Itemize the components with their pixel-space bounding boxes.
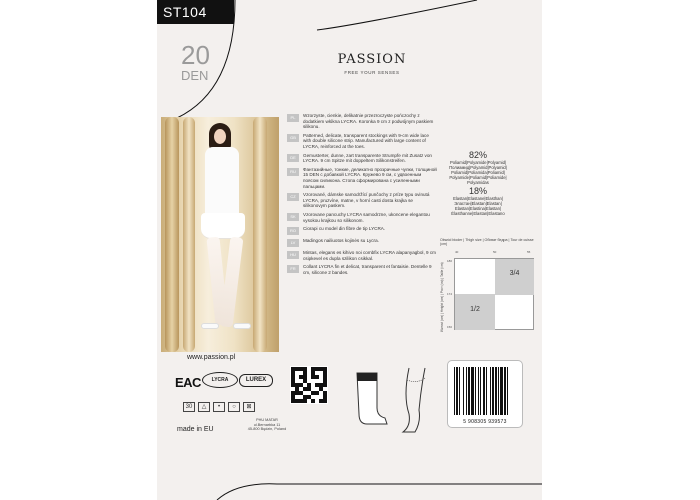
description-item <box>287 167 437 189</box>
description-text: Vzorované, dámske samodržící punčochy z príze typu ovinutá LYCRA, pruzvíne, matne, v horní casti dosta krajka se silikonovym paskem. <box>303 192 430 209</box>
description-item <box>287 226 437 235</box>
description-text: Ciorapi cu model din fibre de tip LYCRA. <box>303 226 386 232</box>
care-symbols <box>183 402 255 412</box>
description-list <box>287 113 437 278</box>
barcode-bars <box>454 367 518 415</box>
description-text: Wzorzyste, cienkie, delikatnie przezroczyste pończochy z dodatkiem włókna LYCRA. Koronka 9 cm z podwójnym paskiem silikonu. <box>303 113 434 130</box>
lang-badge: LV <box>287 239 299 247</box>
barcode-label <box>447 360 523 428</box>
description-text: Collant LYCRA fin et delicat, transparent et fantaisie. Dentelle 9 cm, silicone 2 bandes. <box>303 264 432 275</box>
lang-badge: HU <box>287 251 299 259</box>
eac-logo: EAC <box>175 375 201 390</box>
manufacturer-address <box>237 418 297 432</box>
product-code: ST104 <box>157 0 234 24</box>
description-text: Madingos nailiuotos kojinės su Lycra. <box>303 238 379 244</box>
size-y-tick: 150 <box>447 325 453 329</box>
description-item <box>287 264 437 275</box>
lycra-logo: LYCRA <box>202 372 238 388</box>
model-blouse <box>205 147 239 217</box>
wash-30-icon: 30 <box>183 402 195 412</box>
lang-badge: DE <box>287 154 299 162</box>
model-photo <box>161 117 279 352</box>
barcode-number: 5 908305 939573 <box>463 419 507 425</box>
composition-material: Elastan|Elastane|Elasthan| Эластан|Elastan|Elastan| Elastan|Elastina|Elastan| Élasthanne|Elastan|Elastano <box>451 196 505 216</box>
description-item <box>287 250 437 261</box>
iron-low-icon: • <box>213 402 225 412</box>
lang-badge: CZ <box>287 193 299 201</box>
brand-logo: PASSION <box>337 52 407 67</box>
model-shoe-right <box>233 323 251 329</box>
stocking-icon <box>347 368 392 428</box>
model-face <box>214 129 226 144</box>
den-value: 20 <box>181 40 210 70</box>
description-text: Vzorovane pancuchy LYCRA samodrzne, ukoncene elegantou vysokou krajkou so silikonom. <box>303 211 430 223</box>
no-tumble-icon: ⊠ <box>243 402 255 412</box>
address-line: 45-800 Będzin, Poland <box>247 427 287 432</box>
brand-tagline: FREE YOUR SENSES <box>344 70 400 75</box>
composition-elastane <box>440 186 516 216</box>
lang-badge: PL <box>287 114 299 122</box>
den-label: DEN <box>181 68 209 83</box>
size-chart-grid <box>454 258 534 330</box>
model-shoe-left <box>201 323 219 329</box>
lang-badge: SK <box>287 213 299 221</box>
description-item <box>287 192 437 209</box>
model-skirt <box>201 213 245 239</box>
size-x-tick: 55 <box>527 250 531 254</box>
packaging-card <box>157 0 542 500</box>
size-chart-side-label: Wzrost (cm) | Height (cm) | Рост (см) | Taille (cm) <box>440 262 444 332</box>
lang-badge: RO <box>287 227 299 235</box>
description-text: Gemusterter, dunne, zart transparente Strumpfe mit Zusatz von LYCRA. 9 cm Spitze mit doppeltem Silikonstreifen. <box>303 152 432 164</box>
description-item <box>287 133 437 150</box>
composition-material: Poliamid|Polyamide|Polyamid| Полиамид|Polyamid|Polyamid| Poliamid|Poliamida|Poliamid| Polyamide|Poliamid|Poliamide| Polyamidas <box>449 160 507 185</box>
description-item <box>287 238 437 247</box>
no-dryclean-icon: ○ <box>228 402 240 412</box>
description-text: Фантазийные, тонкие, деликатно прозрачные чулки, толщиной 15 DEN с добавкой LYCRA. Кружево 9 см, с удвоенным поясом силикона. Стопа сформирована с усиленными пальцами. <box>303 166 437 189</box>
composition-polyamide <box>440 150 516 185</box>
size-cell-1-2: 1/2 <box>455 294 495 330</box>
bottom-curve-decoration <box>157 470 542 500</box>
lang-badge: RU <box>287 168 299 176</box>
description-text: Patterned, delicate, transparent stockings with 9-cm wide lace with double silicone strip. Manufactured with large content of LYCRA, reinforced at the toes. <box>303 132 429 149</box>
made-in-label: made in EU <box>177 426 214 433</box>
qr-code <box>290 366 328 404</box>
address-line: ul.Bernarbka 11 <box>253 422 281 427</box>
composition-percent: 18% <box>468 186 487 196</box>
size-cell-3-4: 3/4 <box>495 259 534 295</box>
description-item <box>287 212 437 223</box>
lang-badge: FR <box>287 265 299 273</box>
lurex-logo: LUREX <box>239 374 273 387</box>
size-y-tick: 174 <box>447 292 453 296</box>
address-line: PHU MATAR <box>256 418 278 422</box>
description-item <box>287 153 437 164</box>
size-x-tick: 40 <box>455 250 459 254</box>
no-bleach-icon: △ <box>198 402 210 412</box>
size-y-tick: 180 <box>447 259 453 263</box>
website-url: www.passion.pl <box>187 354 236 361</box>
composition-percent: 82% <box>468 150 487 160</box>
description-text: Mintas, elegans es kihivo noi combfix LYCRA alapanyagbol, 9 cm csipkevel es dupla szilikon csikkal. <box>303 250 436 261</box>
leg-outline-icon <box>395 366 435 436</box>
description-item <box>287 113 437 130</box>
size-chart-header: Obwód bioder | Thigh size | Обхват бедра | Tour de cuisse (cm) <box>440 238 534 246</box>
lang-badge: GB <box>287 134 299 142</box>
size-x-tick: 50 <box>493 250 497 254</box>
